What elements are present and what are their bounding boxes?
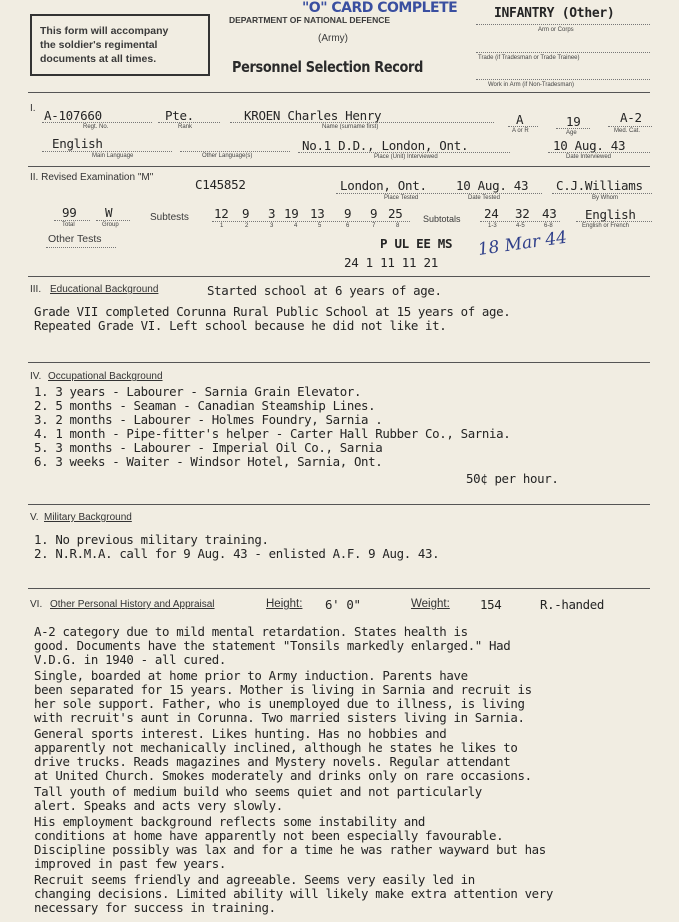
occupation-line: 1. 3 years - Labourer - Sarnia Grain Elevator. bbox=[34, 384, 362, 399]
occupation-line: 5. 3 months - Labourer - Imperial Oil Co., Sarnia bbox=[34, 440, 383, 455]
subtest-score: 3 bbox=[268, 206, 276, 221]
military-background-label: Military Background bbox=[44, 512, 132, 523]
occupational-background-label: Occupational Background bbox=[48, 371, 163, 382]
subtest-score: 9 bbox=[242, 206, 250, 221]
subtest-score: 12 bbox=[214, 206, 229, 221]
subtest-score: 9 bbox=[370, 206, 378, 221]
date-interviewed: 10 Aug. 43 bbox=[553, 138, 626, 153]
appraisal-line: His employment background reflects some instability and bbox=[34, 814, 426, 829]
appraisal-line: changing decisions. Limited ability will likely make extra attention very bbox=[34, 886, 554, 901]
age: 19 bbox=[566, 114, 581, 129]
med-cat-label: Med. Cat. bbox=[614, 128, 641, 134]
place-interviewed: No.1 D.D., London, Ont. bbox=[302, 138, 469, 153]
other-language-label: Other Language(s) bbox=[202, 153, 253, 159]
subtest-number: 5 bbox=[318, 223, 322, 229]
subtest-number: 4 bbox=[294, 223, 298, 229]
subtotal-range: 4-5 bbox=[516, 223, 525, 229]
notice-line: This form will accompany bbox=[40, 25, 169, 37]
section-numeral: IV. bbox=[30, 371, 42, 382]
subtest-score: 13 bbox=[310, 206, 325, 221]
subtest-number: 7 bbox=[372, 223, 376, 229]
regt-no: A-107660 bbox=[44, 108, 102, 123]
a-or-r: A bbox=[516, 112, 524, 127]
tested-by-label: By Whom bbox=[592, 195, 619, 201]
appraisal-line: V.D.G. in 1940 - all cured. bbox=[34, 652, 226, 667]
occupation-line: 4. 1 month - Pipe-fitter's helper - Carter Hall Rubber Co., Sarnia. bbox=[34, 426, 511, 441]
educational-background-label: Educational Background bbox=[50, 284, 159, 295]
appraisal-line: Tall youth of medium build who seems quiet and not particularly bbox=[34, 784, 482, 799]
weight-label: Weight: bbox=[411, 598, 450, 610]
appraisal-line: apparently not mechanically inclined, although he states he likes to bbox=[34, 740, 518, 755]
revised-exam-label: II. Revised Examination "M" bbox=[30, 172, 154, 183]
appraisal-line: her sole support. Father, who is unemployed due to illness, is living bbox=[34, 696, 525, 711]
trade-label: Trade (if Tradesman or Trade Trainee) bbox=[478, 55, 580, 61]
subtests-label: Subtests bbox=[150, 212, 189, 223]
appraisal-line: improved in past few years. bbox=[34, 856, 226, 871]
notice-line: the soldier's regimental bbox=[40, 39, 158, 51]
appraisal-line: A-2 category due to mild mental retardation. States health is bbox=[34, 624, 468, 639]
subtest-score: 25 bbox=[388, 206, 403, 221]
date-interviewed-label: Date Interviewed bbox=[566, 154, 612, 160]
main-language-label: Main Language bbox=[92, 153, 134, 159]
total-score: 99 bbox=[62, 205, 77, 220]
appraisal-line: been separated for 15 years. Mother is living in Sarnia and recruit is bbox=[34, 682, 532, 697]
arm-value: INFANTRY (Other) bbox=[494, 6, 615, 21]
appraisal-line: necessary for success in training. bbox=[34, 900, 276, 915]
full-name: KROEN Charles Henry bbox=[244, 108, 382, 123]
age-label: Age bbox=[566, 130, 577, 136]
subtotal-value: 24 bbox=[484, 206, 499, 221]
rank: Pte. bbox=[165, 108, 194, 123]
appraisal-line: General sports interest. Likes hunting. Has no hobbies and bbox=[34, 726, 447, 741]
subtest-number: 6 bbox=[346, 223, 350, 229]
appraisal-line: conditions at home have apparently not been especially favourable. bbox=[34, 828, 504, 843]
subtotal-range: 6-8 bbox=[544, 223, 553, 229]
height-label: Height: bbox=[266, 598, 303, 610]
height-value: 6' 0" bbox=[325, 597, 361, 612]
subtest-number: 8 bbox=[396, 223, 400, 229]
appraisal-line: Discipline possibly was lax and for a time he was rather wayward but has bbox=[34, 842, 546, 857]
rank-label: Rank bbox=[178, 124, 193, 130]
test-language: English bbox=[585, 207, 636, 222]
education-line: Grade VII completed Corunna Rural Public School at 15 years of age. bbox=[34, 304, 511, 319]
subtotals-label: Subtotals bbox=[423, 214, 461, 224]
military-line: 1. No previous military training. bbox=[34, 532, 269, 547]
section-numeral: III. bbox=[30, 284, 42, 295]
date-tested: 10 Aug. 43 bbox=[456, 178, 529, 193]
appraisal-line: Recruit seems friendly and agreeable. Seems very easily led in bbox=[34, 872, 475, 887]
test-language-label: English or French bbox=[582, 223, 630, 229]
subtotal-range: 1-3 bbox=[488, 223, 497, 229]
handedness: R.-handed bbox=[540, 597, 604, 612]
occupation-line: 2. 5 months - Seaman - Canadian Steamship Lines. bbox=[34, 398, 376, 413]
name-label: Name (surname first) bbox=[322, 124, 379, 130]
place-tested-label: Place Tested bbox=[384, 195, 419, 201]
army-label: (Army) bbox=[318, 33, 348, 44]
subtest-score: 19 bbox=[284, 206, 299, 221]
arm-label: Arm or Corps bbox=[538, 27, 574, 33]
appraisal-line: alert. Speaks and acts very slowly. bbox=[34, 798, 283, 813]
occupation-line: 3. 2 months - Labourer - Holmes Foundry, Sarnia . bbox=[34, 412, 383, 427]
other-tests-label: Other Tests bbox=[48, 233, 102, 245]
other-tests-heads: P UL EE MS bbox=[380, 236, 453, 251]
appraisal-line: drive trucks. Reads magazines and Mystery novels. Regular attendant bbox=[34, 754, 511, 769]
regt-no-label: Regt. No. bbox=[83, 124, 109, 130]
section-numeral: I. bbox=[30, 103, 36, 114]
military-line: 2. N.R.M.A. call for 9 Aug. 43 - enlisted A.F. 9 Aug. 43. bbox=[34, 546, 440, 561]
tested-by: C.J.Williams bbox=[556, 178, 643, 193]
appraisal-line: with recruit's aunt in Corunna. Two married sisters living in Sarnia. bbox=[34, 710, 525, 725]
appraisal-line: good. Documents have the statement "Tonsils markedly enlarged." Had bbox=[34, 638, 511, 653]
exam-code: C145852 bbox=[195, 177, 246, 192]
med-cat: A-2 bbox=[620, 110, 642, 125]
subtest-score: 9 bbox=[344, 206, 352, 221]
subtotal-value: 32 bbox=[515, 206, 530, 221]
work-label: Work in Arm (if Non-Tradesman) bbox=[488, 82, 575, 88]
section-numeral: V. bbox=[30, 512, 39, 523]
place-tested: London, Ont. bbox=[340, 178, 427, 193]
occupation-line: 6. 3 weeks - Waiter - Windsor Hotel, Sarnia, Ont. bbox=[34, 454, 383, 469]
handwritten-date: 18 Mar 44 bbox=[476, 227, 569, 260]
education-line: Repeated Grade VI. Left school because he did not like it. bbox=[34, 318, 447, 333]
group-score: W bbox=[105, 205, 113, 220]
main-language: English bbox=[52, 136, 103, 151]
department-label: DEPARTMENT OF NATIONAL DEFENCE bbox=[229, 15, 391, 25]
personal-history-label: Other Personal History and Appraisal bbox=[50, 599, 215, 610]
education-line: Started school at 6 years of age. bbox=[207, 283, 442, 298]
a-or-r-label: A or R bbox=[512, 128, 529, 134]
weight-value: 154 bbox=[480, 597, 502, 612]
appraisal-line: Single, boarded at home prior to Army induction. Parents have bbox=[34, 668, 468, 683]
appraisal-line: at United Church. Smokes moderately and drinks only on rare occasions. bbox=[34, 768, 532, 783]
wage-note: 50¢ per hour. bbox=[466, 471, 559, 486]
subtest-number: 1 bbox=[220, 223, 224, 229]
subtest-number: 3 bbox=[270, 223, 274, 229]
place-interviewed-label: Place (Unit) Interviewed bbox=[374, 154, 438, 160]
section-numeral: VI. bbox=[30, 599, 43, 610]
notice-line: documents at all times. bbox=[40, 53, 157, 65]
subtest-number: 2 bbox=[245, 223, 249, 229]
subtotal-value: 43 bbox=[542, 206, 557, 221]
date-tested-label: Date Tested bbox=[468, 195, 500, 201]
total-label: Total bbox=[62, 222, 75, 228]
other-tests-values: 24 1 11 11 21 bbox=[344, 255, 438, 270]
group-label: Group bbox=[102, 222, 119, 228]
form-title: Personnel Selection Record bbox=[232, 58, 423, 76]
card-complete-stamp: "O" CARD COMPLETE bbox=[302, 0, 458, 16]
notice-box bbox=[30, 14, 210, 76]
